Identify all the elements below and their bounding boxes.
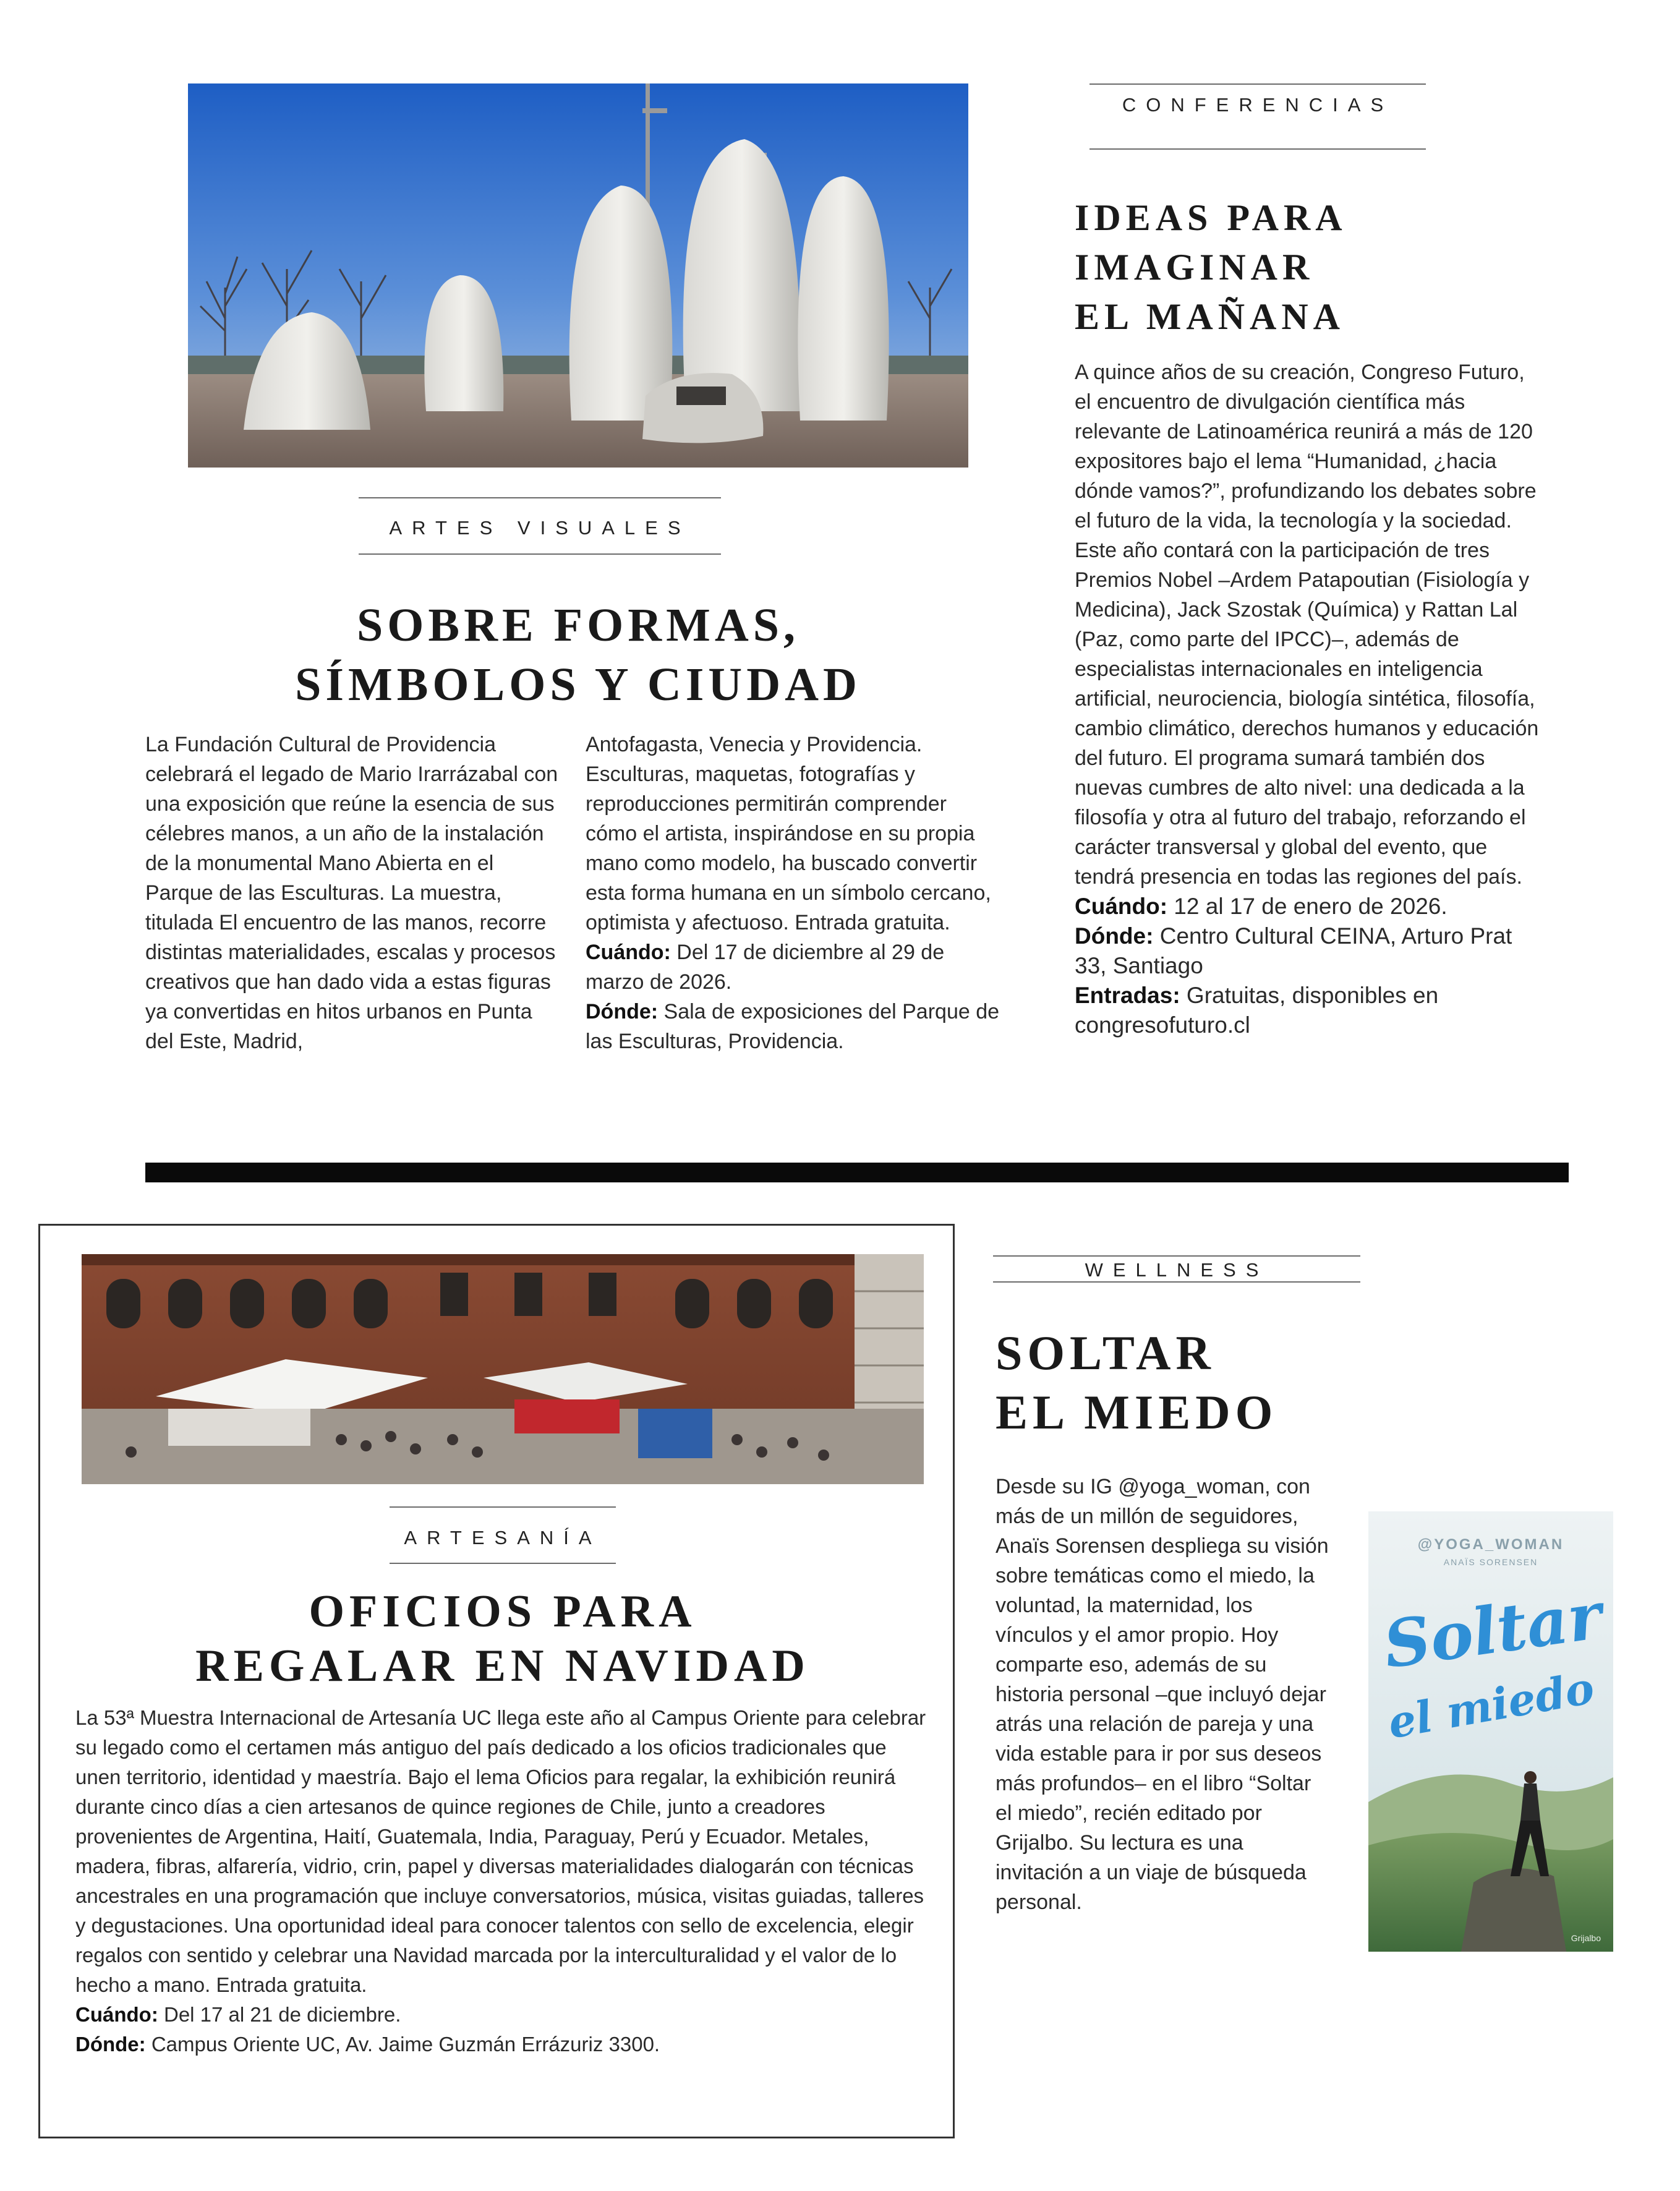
book-author: ANAÏS SORENSEN: [1443, 1557, 1538, 1567]
conf-rule-bottom: [1089, 148, 1426, 150]
artesania-text: La 53ª Muestra Internacional de Artesanía UC llega este año al Campus Oriente para celebrar su legado como el certamen más antiguo del país dedicado a los oficios tradicionales que unen territorio, identidad y maestría. Bajo el lema Oficios para regalar, la exhibición reunirá durante cinco días a cien artesanos de quince regiones de Chile, junto a creadores provenientes de Argentina, Haití, Guatemala, India, Paraguay, Perú y Ecuador. Metales, madera, fibras, alfarería, vidrio, crin, papel y diversas materialidades dialogarán con técnicas ancestrales en una programación que incluye conversatorios, música, visitas guiadas, talleres y degustaciones. Una oportunidad ideal para conocer talentos con sello de excelencia, elegir regalos con sentido y celebrar una Navidad marcada por la interculturalidad y el valor de lo hecho a mano. Entrada gratuita.: [75, 1706, 926, 1996]
mano-abierta-photo: [188, 83, 968, 468]
wellness-title-line2: EL MIEDO: [996, 1385, 1278, 1439]
artes-where: [586, 997, 1000, 1056]
artes-title-line1: SOBRE FORMAS,: [357, 599, 799, 651]
conf-tickets-value: Gratuitas, disponibles en congresofuturo.cl: [1075, 983, 1439, 1038]
conf-when: [1075, 892, 1545, 921]
artes-category: ARTES VISUALES: [389, 517, 691, 539]
artes-where-label: Dónde:: [586, 1000, 659, 1023]
book-brand: @YOGA_WOMAN: [1417, 1536, 1564, 1553]
conf-tickets: [1075, 981, 1545, 1040]
conf-where-value: Centro Cultural CEINA, Arturo Prat 33, Santiago: [1075, 923, 1512, 978]
artes-where-value: Sala de exposiciones del Parque de las Esculturas, Providencia.: [586, 1000, 1000, 1053]
artes-rule-bottom: [359, 553, 721, 555]
artesania-when-label: Cuándo:: [75, 2003, 158, 2026]
feria-artesania-photo: [82, 1254, 924, 1484]
artesania-body: [75, 1703, 935, 2059]
book-title-2: el miedo: [1384, 1662, 1598, 1749]
artesania-title-line2: REGALAR EN NAVIDAD: [195, 1641, 810, 1691]
artesania-where: [75, 2030, 935, 2059]
conf-category: CONFERENCIAS: [1122, 94, 1394, 116]
artesania-category: ARTESANÍA: [404, 1527, 602, 1548]
conf-where-label: Dónde:: [1075, 923, 1154, 949]
artes-when-value: Del 17 de diciembre al 29 de marzo de 2026.: [586, 941, 945, 994]
artesania-where-value: Campus Oriente UC, Av. Jaime Guzmán Errázuriz 3300.: [145, 2033, 660, 2056]
artesania-rule-bottom: [390, 1563, 616, 1564]
wellness-title: [996, 1323, 1428, 1442]
conf-title-line1: IDEAS PARA: [1075, 197, 1347, 238]
book-title-1: Soltar: [1379, 1577, 1607, 1683]
wellness-rule-bottom: [993, 1281, 1360, 1283]
section-divider-bar: [145, 1163, 1569, 1182]
wellness-title-line1: SOLTAR: [996, 1326, 1216, 1380]
artes-body-col2: [586, 730, 1000, 1056]
artesania-when-value: Del 17 al 21 de diciembre.: [158, 2003, 401, 2026]
artesania-where-label: Dónde:: [75, 2033, 146, 2056]
conf-title: [1075, 193, 1507, 341]
artes-title-line2: SÍMBOLOS Y CIUDAD: [295, 659, 861, 711]
artesania-rule-top: [390, 1506, 616, 1508]
conf-rule-top: [1089, 83, 1426, 85]
artesania-when: [75, 2000, 935, 2030]
artes-body-col1: [145, 730, 560, 1056]
artes-when-label: Cuándo:: [586, 941, 671, 964]
conf-body: [1075, 357, 1545, 1040]
conf-title-line3: EL MAÑANA: [1075, 296, 1345, 337]
wellness-category: WELLNESS: [1085, 1259, 1269, 1281]
wellness-body: [996, 1472, 1329, 1917]
conf-where: [1075, 921, 1545, 981]
artesania-title: [82, 1584, 924, 1693]
conf-title-line2: IMAGINAR: [1075, 247, 1315, 288]
artes-when: [586, 937, 1000, 997]
conf-when-value: 12 al 17 de enero de 2026.: [1167, 894, 1448, 919]
wellness-text: Desde su IG @yoga_woman, con más de un millón de seguidores, Anaïs Sorensen despliega su visión sobre temáticas como el miedo, la voluntad, la maternidad, los vínculos y el amor propio. Hoy comparte eso, además de su historia personal –que incluyó dejar atrás una relación de pareja y una vida estable para ir por sus deseos más profundos– en el libro “Soltar el miedo”, recién editado por Grijalbo. Su lectura es una invitación a un viaje de búsqueda personal.: [996, 1475, 1329, 1914]
artes-col1-text: La Fundación Cultural de Providencia celebrará el legado de Mario Irarrázabal con una exposición que reúne la esencia de sus célebres manos, a un año de la instalación de la monumental Mano Abierta en el Parque de las Esculturas. La muestra, titulada El encuentro de las manos, recorre distintas materialidades, escalas y procesos creativos que han dado vida a estas figuras ya convertidas en hitos urbanos en Punta del Este, Madrid,: [145, 733, 558, 1053]
artes-title: [185, 596, 971, 714]
book-publisher: Grijalbo: [1571, 1933, 1601, 1943]
artes-rule-top: [359, 497, 721, 498]
conf-when-label: Cuándo:: [1075, 894, 1168, 919]
book-cover: [1368, 1511, 1613, 1952]
artesania-title-line1: OFICIOS PARA: [309, 1586, 697, 1637]
conf-text: A quince años de su creación, Congreso Futuro, el encuentro de divulgación científica más relevante de Latinoamérica reunirá a más de 120 expositores bajo el lema “Humanidad, ¿hacia dónde vamos?”, profundizando los debates sobre el futuro de la vida, la tecnología y la sociedad. Este año contará con la participación de tres Premios Nobel –Ardem Patapoutian (Fisiología y Medicina), Jack Szostak (Química) y Rattan Lal (Paz, como parte del IPCC)–, además de especialistas internacionales en inteligencia artificial, neurociencia, biología sintética, filosofía, cambio climático, derechos humanos y educación del futuro. El programa sumará también dos nuevas cumbres de alto nivel: una dedicada a la filosofía y otra al futuro del trabajo, reforzando el carácter transversal y global del evento, que tendrá presencia en todas las regiones del país.: [1075, 361, 1539, 889]
wellness-rule-top: [993, 1255, 1360, 1257]
conf-tickets-label: Entradas:: [1075, 983, 1180, 1008]
artes-col2-text: Antofagasta, Venecia y Providencia. Esculturas, maquetas, fotografías y reproducciones permitirán comprender cómo el artista, inspirándose en su propia mano como modelo, ha buscado convertir esta forma humana en un símbolo cercano, optimista y afectuoso. Entrada gratuita.: [586, 733, 991, 934]
